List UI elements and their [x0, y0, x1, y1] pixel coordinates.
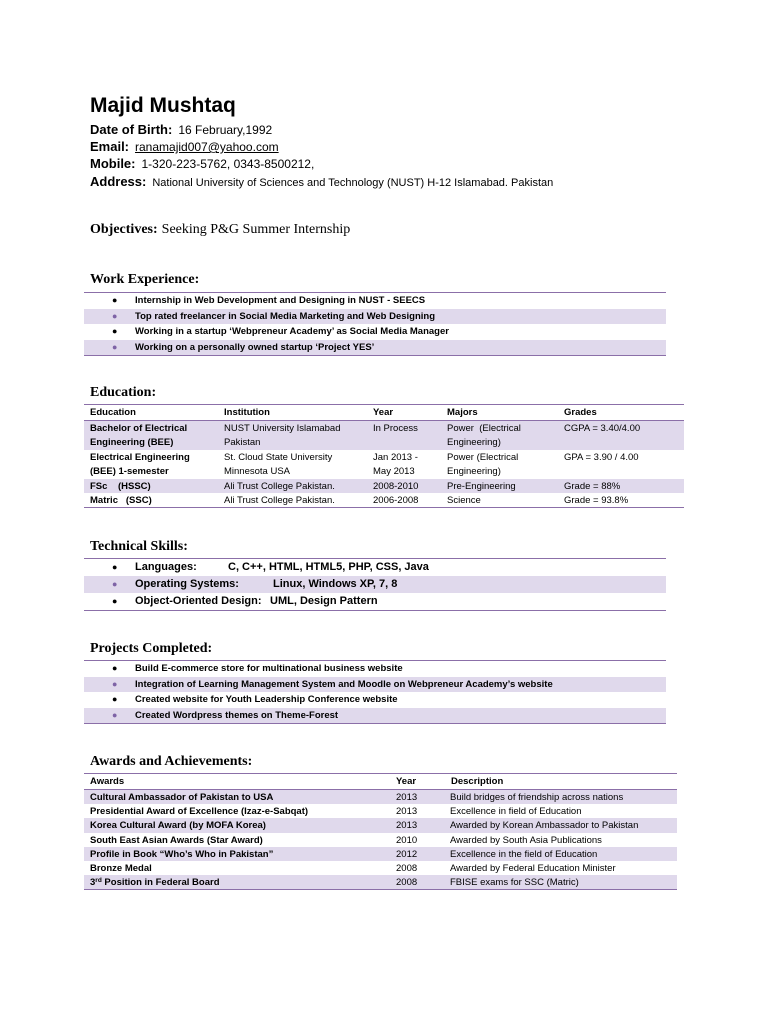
address-label: Address:: [90, 174, 147, 189]
table-cell: Power (Electrical Engineering): [447, 423, 521, 448]
table-row: [84, 421, 684, 450]
table-cell: Science: [447, 495, 481, 506]
bullet-icon: ●: [112, 709, 118, 720]
list-item: ● Operating Systems: Linux, Windows XP, 7, 8: [84, 576, 666, 593]
table-cell: Cultural Ambassador of Pakistan to USA: [90, 792, 274, 803]
list-item: ● Working on a personally owned startup ‘Project YES’: [84, 340, 666, 356]
table-cell: Korea Cultural Award (by MOFA Korea): [90, 820, 266, 832]
mobile-value: 1-320-223-5762, 0343-8500212,: [141, 157, 315, 171]
table-row: [84, 493, 684, 507]
projects-list: [84, 660, 666, 724]
table-cell: Excellence in the field of Education: [450, 848, 598, 860]
projects-heading: Projects Completed:: [90, 641, 213, 656]
table-cell: Matric (SSC): [90, 495, 152, 506]
table-cell: Build bridges of friendship across nations: [450, 792, 624, 803]
skills-list: [84, 558, 666, 611]
table-cell: Excellence in field of Education: [450, 806, 582, 818]
table-header: [84, 774, 677, 790]
table-row: [84, 790, 677, 804]
table-cell: 2006-2008: [373, 495, 419, 506]
education-heading: Education:: [90, 385, 157, 400]
list-item: ● Top rated freelancer in Social Media Marketing and Web Designing: [84, 309, 666, 325]
table-cell: 2012: [396, 848, 418, 860]
table-row: [84, 875, 677, 889]
table-cell: Awarded by South Asia Publications: [450, 834, 602, 846]
table-cell: Ali Trust College Pakistan.: [224, 481, 335, 492]
table-cell: CGPA = 3.40/4.00: [564, 423, 641, 434]
address-line: [90, 174, 553, 189]
bullet-icon: ●: [112, 562, 118, 572]
table-cell: Awarded by Korean Ambassador to Pakistan: [450, 820, 639, 832]
table-cell: Profile in Book “Who’s Who in Pakistan”: [90, 848, 274, 860]
table-cell: Power (Electrical Engineering): [447, 452, 519, 477]
table-cell: 2013: [396, 820, 418, 832]
table-cell: Awarded by Federal Education Minister: [450, 862, 616, 874]
table-cell: FBISE exams for SSC (Matric): [450, 877, 579, 889]
email-line: [90, 139, 279, 154]
list-item: ● Integration of Learning Management System and Moodle on Webpreneur Academy’s website: [84, 677, 666, 693]
work-heading: Work Experience:: [90, 272, 200, 287]
list-item: ● Build E-commerce store for multinational business website: [84, 661, 666, 677]
objective-line: [90, 222, 350, 238]
table-cell: 3rd Position in Federal Board: [90, 877, 220, 889]
table-row: [84, 479, 684, 493]
table-cell: FSc (HSSC): [90, 481, 151, 492]
awards-heading: Awards and Achievements:: [90, 754, 253, 769]
table-cell: In Process: [373, 423, 418, 434]
table-row: [84, 847, 677, 861]
dob-value: 16 February,1992: [178, 123, 273, 137]
table-cell: Bronze Medal: [90, 862, 152, 874]
table-cell: 2010: [396, 834, 418, 846]
table-cell: Jan 2013 - May 2013: [373, 452, 418, 477]
bullet-icon: ●: [112, 596, 118, 606]
table-cell: Grade = 88%: [564, 481, 621, 492]
table-cell: St. Cloud State University Minnesota USA: [224, 452, 333, 477]
table-cell: 2013: [396, 806, 418, 818]
table-cell: Pre-Engineering: [447, 481, 516, 492]
column-header: Grades: [564, 407, 597, 418]
bullet-icon: ●: [112, 678, 118, 689]
dob-label: Date of Birth:: [90, 122, 173, 137]
bullet-icon: ●: [112, 694, 118, 704]
address-value: National University of Sciences and Technology (NUST) H-12 Islamabad. Pakistan: [152, 177, 554, 189]
table-cell: Bachelor of Electrical Engineering (BEE): [90, 423, 188, 448]
table-cell: Ali Trust College Pakistan.: [224, 495, 335, 506]
mobile-label: Mobile:: [90, 156, 136, 171]
bullet-icon: ●: [112, 579, 118, 589]
bullet-icon: ●: [112, 663, 118, 673]
list-item: ● Created website for Youth Leadership Conference website: [84, 692, 666, 708]
list-item: ● Created Wordpress themes on Theme-Forest: [84, 708, 666, 724]
table-cell: Presidential Award of Excellence (Izaz-e-Sabqat): [90, 806, 309, 818]
resume-name: Majid Mushtaq: [90, 94, 236, 117]
column-header: Year: [373, 407, 394, 418]
table-row: [84, 861, 677, 875]
table-cell: 2008-2010: [373, 481, 419, 492]
education-table: [84, 404, 684, 508]
skills-heading: Technical Skills:: [90, 539, 188, 554]
table-row: [84, 804, 677, 818]
table-cell: Electrical Engineering (BEE) 1-semester: [90, 452, 190, 477]
mobile-line: [90, 156, 314, 171]
awards-table: [84, 773, 677, 890]
table-cell: GPA = 3.90 / 4.00: [564, 452, 639, 463]
objective-text: Seeking P&G Summer Internship: [161, 222, 351, 237]
table-cell: NUST University Islamabad Pakistan: [224, 423, 341, 448]
column-header: Description: [451, 776, 504, 787]
objective-label: Objectives:: [90, 222, 158, 237]
list-item: ● Internship in Web Development and Designing in NUST - SEECS: [84, 293, 666, 309]
table-cell: 2008: [396, 862, 418, 874]
table-cell: South East Asian Awards (Star Award): [90, 834, 263, 846]
bullet-icon: ●: [112, 326, 118, 336]
bullet-icon: ●: [112, 341, 118, 352]
bullet-icon: ●: [112, 295, 118, 305]
email-link[interactable]: ranamajid007@yahoo.com: [135, 140, 279, 154]
work-list: [84, 292, 666, 356]
column-header: Education: [90, 407, 136, 418]
table-cell: 2013: [396, 792, 418, 803]
table-cell: Grade = 93.8%: [564, 495, 629, 506]
list-item: ● Working in a startup ‘Webpreneur Academy’ as Social Media Manager: [84, 324, 666, 340]
email-label: Email:: [90, 139, 130, 154]
column-header: Majors: [447, 407, 478, 418]
table-row: [84, 450, 684, 479]
column-header: Year: [396, 776, 417, 787]
dob-line: [90, 122, 272, 137]
column-header: Institution: [224, 407, 270, 418]
table-row: [84, 818, 677, 832]
table-cell: 2008: [396, 877, 418, 889]
bullet-icon: ●: [112, 310, 118, 321]
list-item: ● Object-Oriented Design: UML, Design Pattern: [84, 593, 666, 610]
list-item: ● Languages: C, C++, HTML, HTML5, PHP, CSS, Java: [84, 559, 666, 576]
table-header: [84, 405, 684, 421]
column-header: Awards: [90, 776, 125, 787]
table-row: [84, 833, 677, 847]
